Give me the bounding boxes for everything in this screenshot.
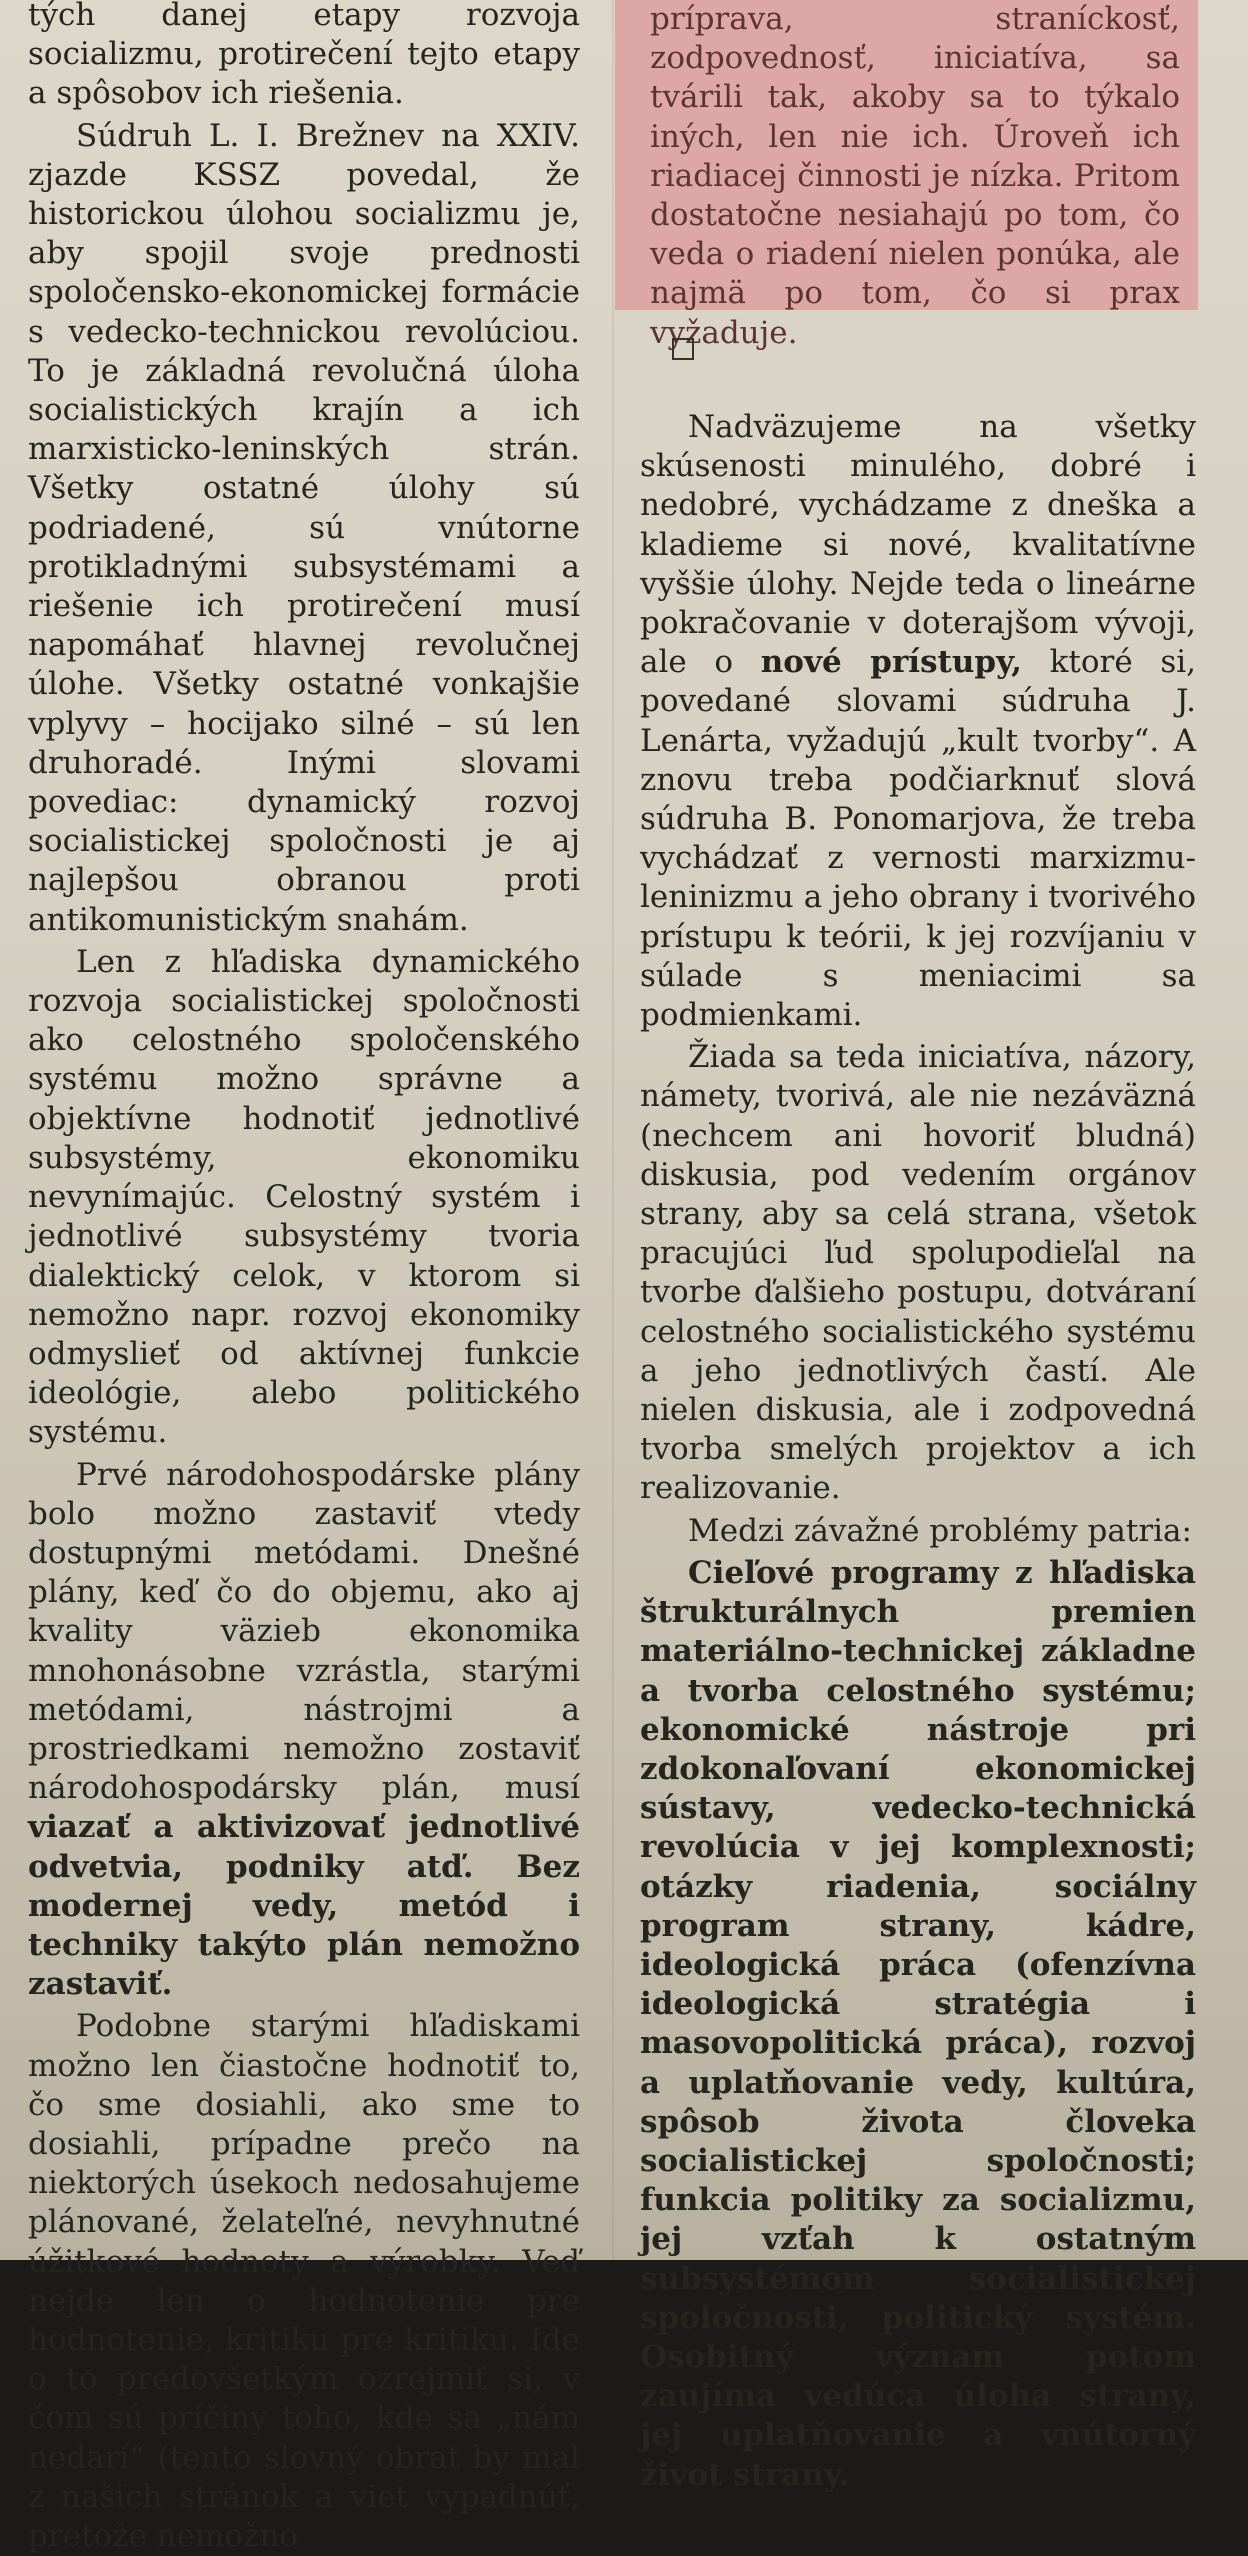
paragraph: príprava, straníckosť, zodpovednosť, iniciatíva, sa tvárili tak, akoby sa to týkalo iných, len nie ich. Úroveň ich riadiacej činnosti je nízka. Pritom dostatočne nesiahajú po tom, čo veda o riadení nielen ponúka, ale najmä po tom, čo si prax vyžaduje. bbox=[650, 1, 1180, 351]
paragraph-bold: Cieľové programy z hľadiska štrukturálnych premien materiálno-technickej základne a tvorba celostného systému; ekonomické nástroje pri zdokonaľovaní ekonomickej sústavy, vedecko-technická revolúcia v jej komplexnosti; otázky riadenia, sociálny program strany, kádre, ideologická práca (ofenzívna ideologická stratégia i masovopolitická práca), rozvoj a uplatňovanie vedy, kultúra, spôsob života človeka socialistickej spoločnosti; funkcia politiky za socializmu, jej vzťah k ostatným subsystémom socialistickej spoločnosti, politický systém. Osobitný význam potom zaujíma vedúca úloha strany, jej uplatňovanie a vnútorný život strany. bbox=[640, 1554, 1196, 2493]
section-end-marker bbox=[672, 338, 694, 360]
paragraph: tých danej etapy rozvoja socializmu, protirečení tejto etapy a spôsobov ich riešenia. bbox=[28, 0, 580, 112]
left-column bbox=[28, 0, 580, 2556]
paragraph bbox=[640, 408, 1196, 1035]
paragraph: Žiada sa teda iniciatíva, názory, námety, tvorivá, ale nie nezáväzná (nechcem ani hovoriť bludná) diskusia, pod vedením orgánov strany, aby sa celá strana, všetok pracujúci ľud spolupodieľal na tvorbe ďalšieho postupu, dotváraní celostného socialistického systému a jeho jednotlivých častí. Ale nielen diskusia, ale i zodpovedná tvorba smelých projektov a ich realizovanie. bbox=[640, 1039, 1196, 1507]
paragraph-text: Prvé národohospodárske plány bolo možno zastaviť vtedy dostupnými metódami. Dnešné plány, keď čo do objemu, ako aj kvality väzieb ekonomika mnohonásobne vzrástla, starými metódami, nástrojmi a prostriedkami nemožno zostaviť národohospodársky plán, musí bbox=[28, 1456, 580, 1807]
highlight-box-text bbox=[650, 0, 1180, 353]
paragraph: Súdruh L. I. Brežnev na XXIV. zjazde KSSZ povedal, že historickou úlohou socializmu je, aby spojil svoje prednosti spoločensko-ekonomickej formácie s vedecko-technickou revolúciou. To je základná revolučná úloha socialistických krajín a ich marxisticko-leninských strán. Všetky ostatné úlohy sú podriadené, sú vnútorne protikladnými subsystémami a riešenie ich protirečení musí napomáhať hlavnej revolučnej úlohe. Všetky ostatné vonkajšie vplyvy – hocijako silné – sú len druhoradé. Inými slovami povediac: dynamický rozvoj socialistickej spoločnosti je aj najlepšou obranou proti antikomunistickým snahám. bbox=[28, 117, 580, 938]
paragraph: Medzi závažné problémy patria: bbox=[688, 1512, 1192, 1549]
bold-text: viazať a aktivizovať jednotlivé odvetvia, podniky atď. Bez modernej vedy, metód i techniky takýto plán nemožno zastaviť. bbox=[28, 1809, 580, 2003]
paragraph bbox=[28, 1456, 580, 2005]
paragraph: Podobne starými hľadiskami možno len čiastočne hodnotiť to, čo sme dosiahli, ako sme to dosiahli, prípadne prečo na niektorých úsekoch nedosahujeme plánované, želateľné, nevyhnutné úžitkové hodnoty a výrobky. Veď nejde len o hodnotenie pre hodnotenie, kritiku pre kritiku. Ide o to predovšetkým ozrejmiť si, v čom sú príčiny toho, kde sa „nám nedarí“ (tento slovný obrat by mal z našich stránok a viet vypadnúť, pretože nemožno bbox=[28, 2008, 580, 2554]
bold-text: nové prístupy, bbox=[760, 644, 1022, 681]
paragraph-text: Nadväzujeme na všetky skúsenosti minulého, dobré i nedobré, vychádzame z dneška a kladieme si nové, kvalitatívne vyššie úlohy. Nejde teda o lineárne pokračovanie v doterajšom vývoji, ale o bbox=[640, 409, 1196, 681]
paragraph-text: ktoré si, povedané slovami súdruha J. Lenárta, vyžadujú „kult tvorby“. A znovu treba podčiarknuť slová súdruha B. Ponomarjova, že treba vychádzať z vernosti marxizmu-leninizmu a jeho obrany i tvorivého prístupu k teórii, k jej rozvíjaniu v súlade s meniacimi sa podmienkami. bbox=[640, 644, 1197, 1034]
column-gutter bbox=[612, 0, 614, 2260]
right-column bbox=[640, 408, 1196, 2495]
paragraph: Len z hľadiska dynamického rozvoja socialistickej spoločnosti ako celostného spoločenského systému možno správne a objektívne hodnotiť jednotlivé subsystémy, ekonomiku nevynímajúc. Celostný systém i jednotlivé subsystémy tvoria dialektický celok, v ktorom si nemožno napr. rozvoj ekonomiky odmyslieť od aktívnej funkcie ideológie, alebo politického systému. bbox=[28, 943, 580, 1451]
